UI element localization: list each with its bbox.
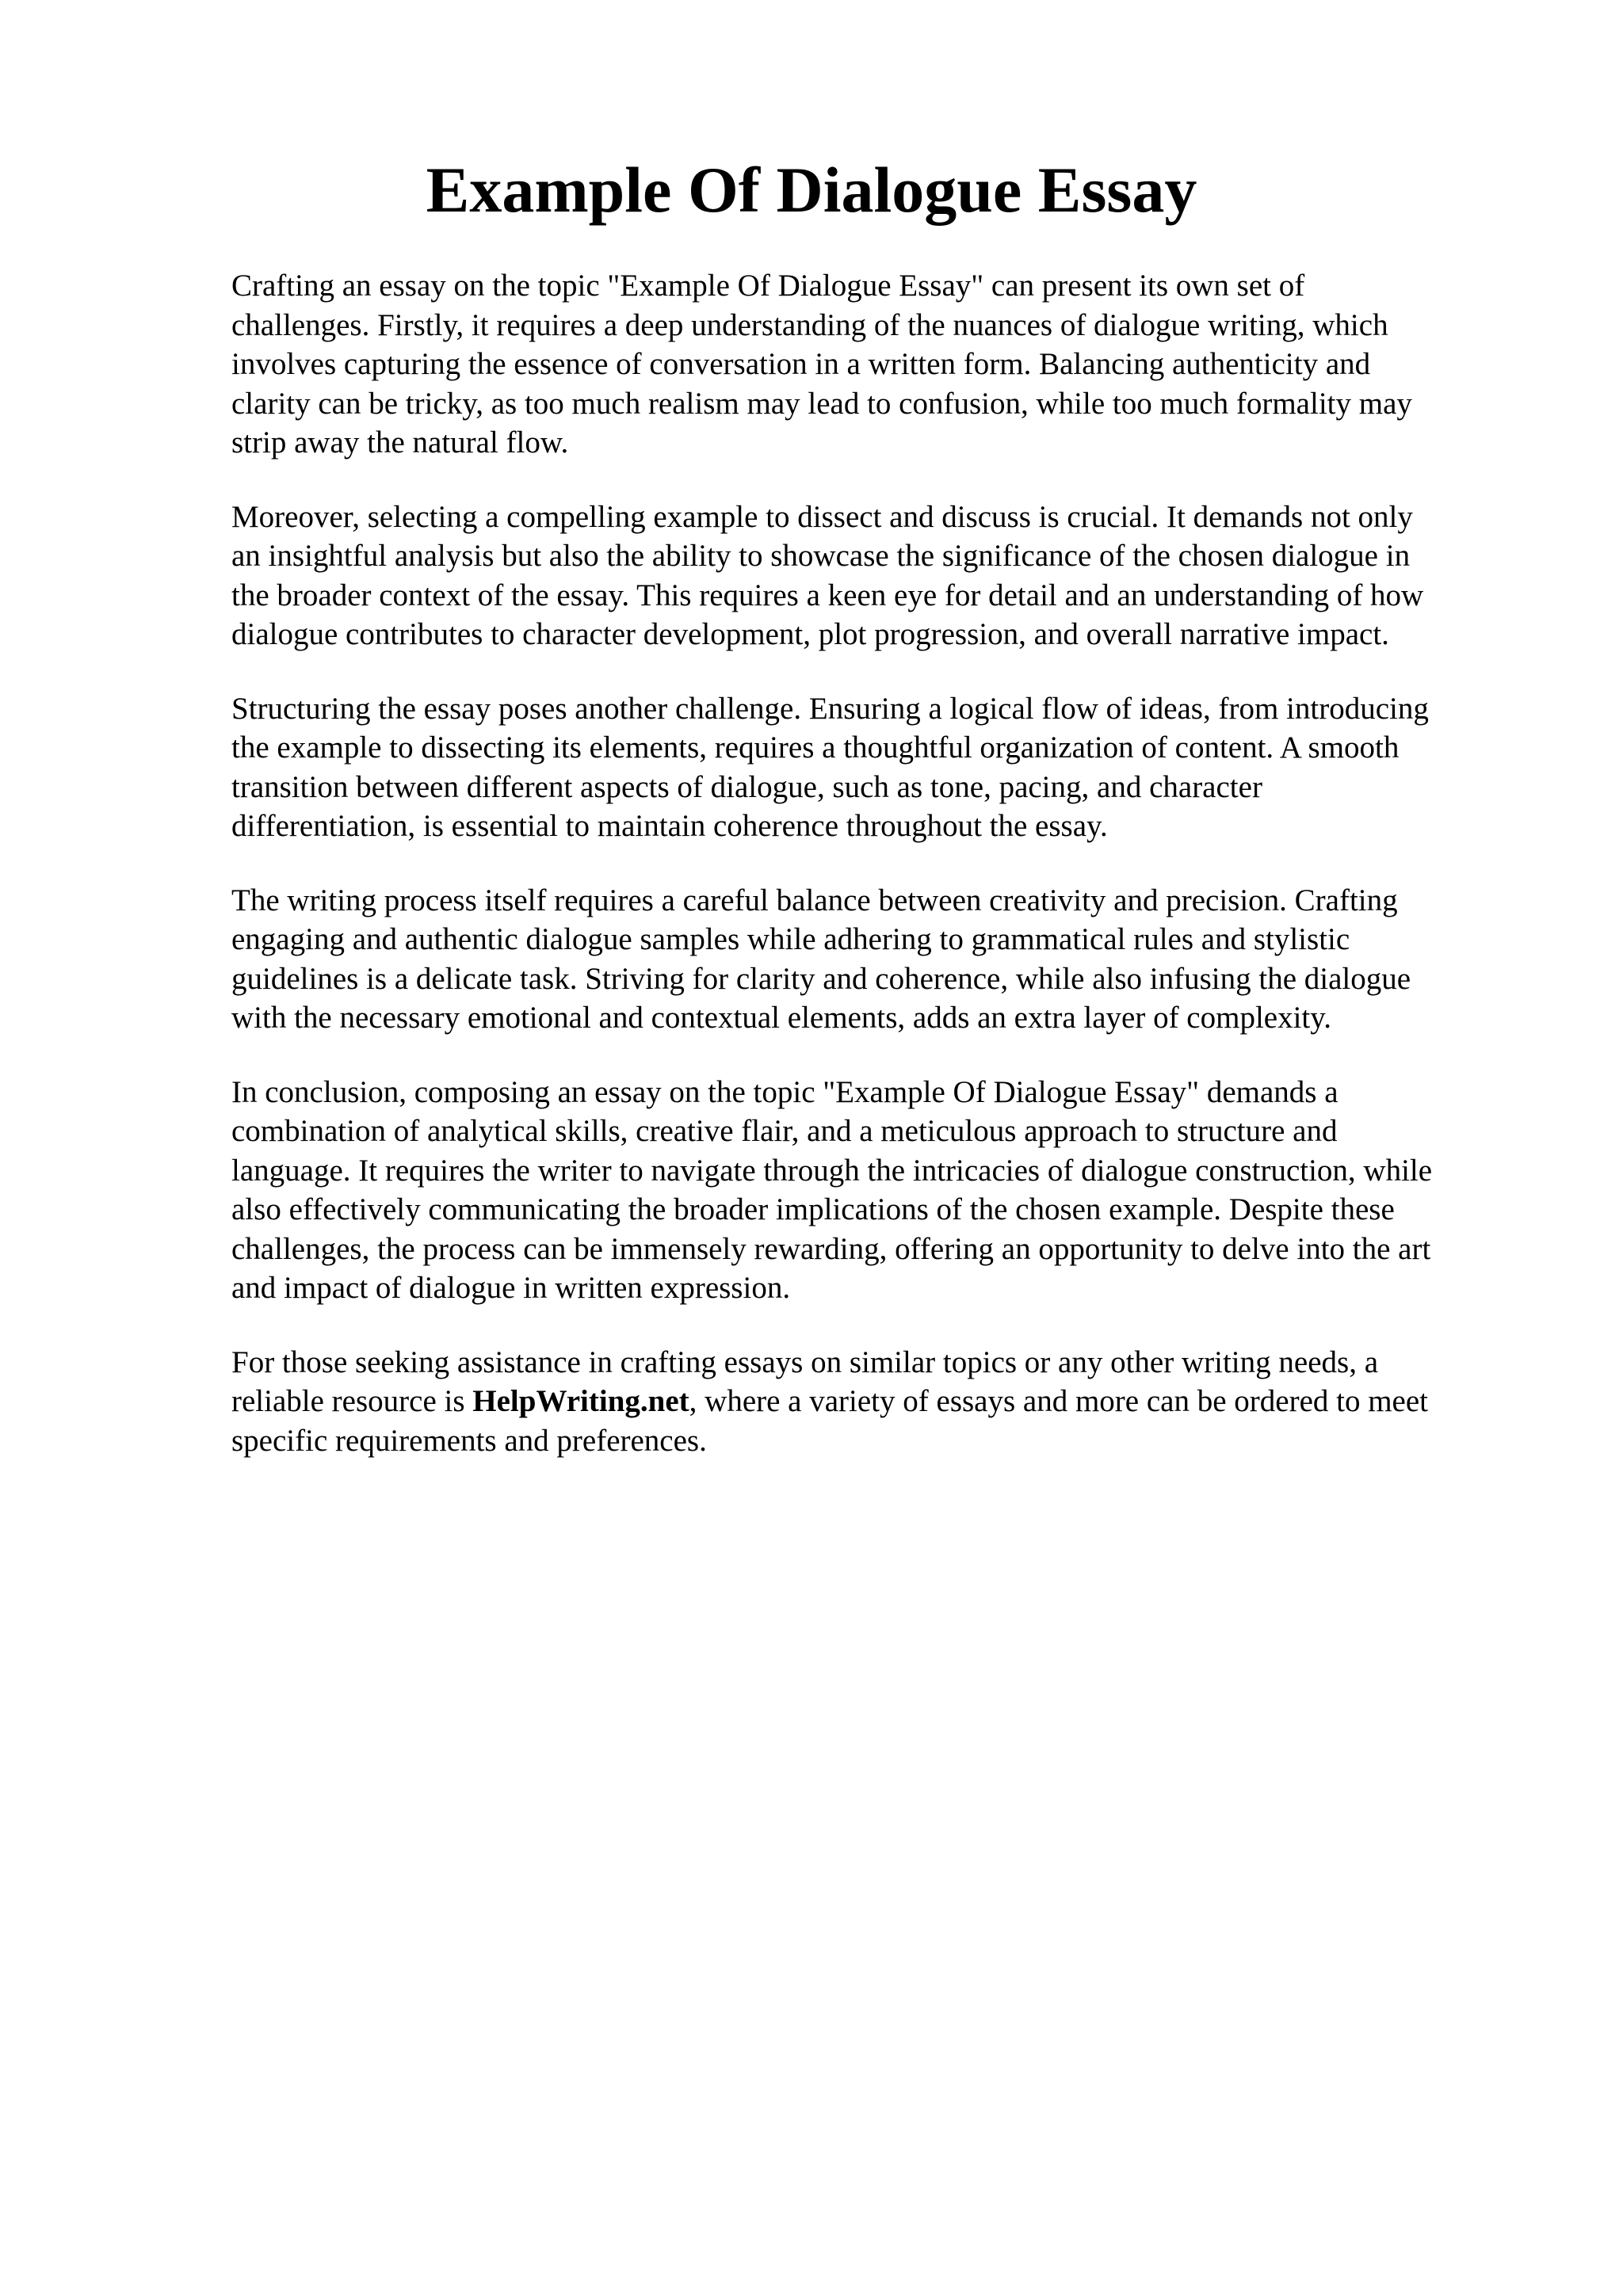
paragraph-line: with the necessary emotional and contextual elements, adds an extra layer of complexity. bbox=[231, 1001, 1331, 1035]
paragraph-line: Crafting an essay on the topic "Example Of Dialogue Essay" can present its own set of bbox=[231, 269, 1305, 303]
paragraph-line: and impact of dialogue in written expression. bbox=[231, 1271, 791, 1305]
paragraph-line: dialogue contributes to character development, plot progression, and overall narrative impact. bbox=[231, 617, 1389, 651]
paragraph-example bbox=[231, 498, 1531, 654]
paragraph-writing-process bbox=[231, 881, 1531, 1038]
paragraph-line: involves capturing the essence of conversation in a written form. Balancing authenticity and bbox=[231, 347, 1371, 381]
paragraph-line: transition between different aspects of dialogue, such as tone, pacing, and character bbox=[231, 769, 1262, 804]
closing-text-before-brand: reliable resource is bbox=[231, 1384, 473, 1418]
paragraph-line: For those seeking assistance in crafting essays on similar topics or any other writing needs, a bbox=[231, 1344, 1378, 1379]
paragraph-line: the broader context of the essay. This requires a keen eye for detail and an understanding of how bbox=[231, 578, 1424, 612]
paragraph-line: language. It requires the writer to navigate through the intricacies of dialogue construction, while bbox=[231, 1153, 1433, 1188]
paragraph-line: Moreover, selecting a compelling example to dissect and discuss is crucial. It demands not only bbox=[231, 499, 1413, 534]
paragraph-line: guidelines is a delicate task. Striving for clarity and coherence, while also infusing the dialogue bbox=[231, 961, 1411, 996]
paragraph-line: challenges. Firstly, it requires a deep understanding of the nuances of dialogue writing, which bbox=[231, 307, 1388, 342]
brand-name: HelpWriting.net bbox=[472, 1384, 689, 1418]
paragraph-line: the example to dissecting its elements, requires a thoughtful organization of content. A smooth bbox=[231, 730, 1400, 765]
paragraph-line-with-brand bbox=[231, 1382, 1531, 1421]
paragraph-line: specific requirements and preferences. bbox=[231, 1423, 707, 1458]
paragraph-structure bbox=[231, 689, 1531, 846]
paragraph-line: combination of analytical skills, creative flair, and a meticulous approach to structure and bbox=[231, 1114, 1338, 1148]
paragraph-line: also effectively communicating the broader implications of the chosen example. Despite these bbox=[231, 1192, 1395, 1226]
paragraph-closing bbox=[231, 1343, 1531, 1461]
paragraph-line: engaging and authentic dialogue samples while adhering to grammatical rules and stylistic bbox=[231, 922, 1350, 956]
paragraph-line: Structuring the essay poses another challenge. Ensuring a logical flow of ideas, from introducing bbox=[231, 691, 1429, 726]
paragraph-line: challenges, the process can be immensely rewarding, offering an opportunity to delve into the art bbox=[231, 1231, 1431, 1266]
paragraph-intro bbox=[231, 266, 1531, 463]
document-body bbox=[231, 266, 1531, 1495]
paragraph-line: strip away the natural flow. bbox=[231, 425, 569, 460]
paragraph-conclusion bbox=[231, 1073, 1531, 1308]
paragraph-line: clarity can be tricky, as too much realism may lead to confusion, while too much formality may bbox=[231, 386, 1412, 421]
closing-text-after-brand: , where a variety of essays and more can be ordered to meet bbox=[689, 1384, 1428, 1418]
document-title: Example Of Dialogue Essay bbox=[426, 154, 1197, 226]
paragraph-line: differentiation, is essential to maintain coherence throughout the essay. bbox=[231, 809, 1108, 843]
paragraph-line: The writing process itself requires a careful balance between creativity and precision. Crafting bbox=[231, 883, 1398, 917]
paragraph-line: an insightful analysis but also the ability to showcase the significance of the chosen dialogue in bbox=[231, 539, 1411, 573]
paragraph-line: In conclusion, composing an essay on the topic "Example Of Dialogue Essay" demands a bbox=[231, 1074, 1338, 1109]
